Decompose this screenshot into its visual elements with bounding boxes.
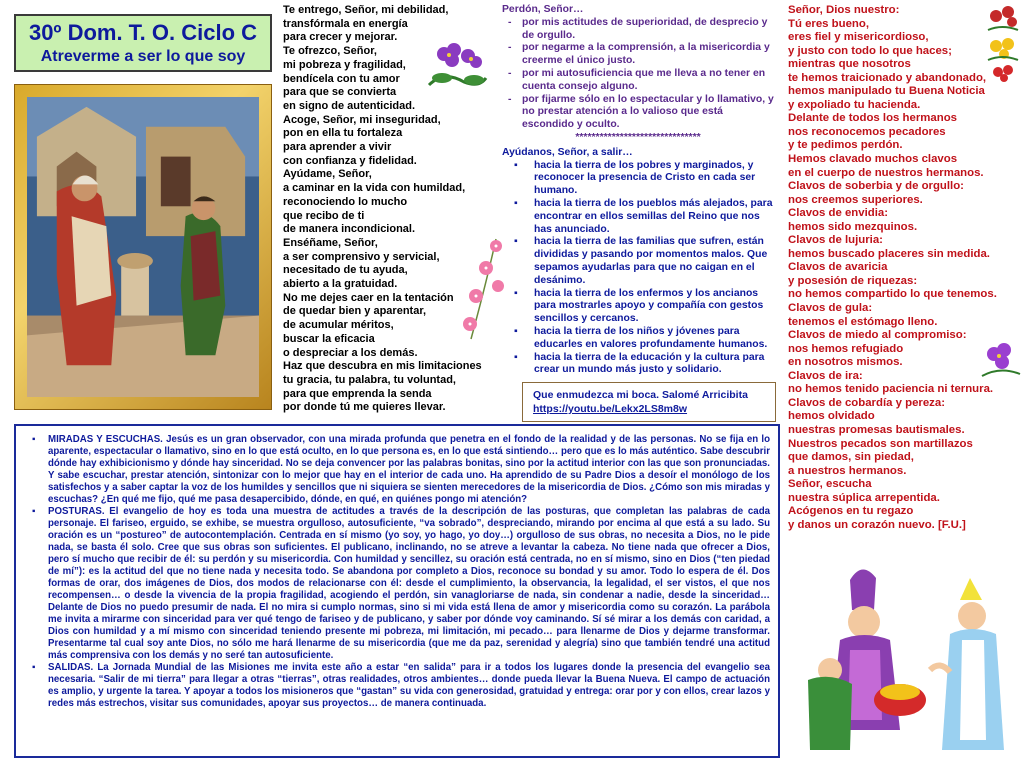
senor-line: nos reconocemos pecadores: [788, 125, 946, 138]
senor-line: nuestras promesas bautismales.: [788, 423, 965, 436]
ayuda-item: ▪ hacia la tierra de los enfermos y los ancianos para mostrarles apoyo y compañía con gestos sencillos y cercanos.: [502, 288, 774, 326]
senor-line: y posesión de riquezas:: [788, 274, 918, 287]
senor-line: nuestra súplica arrepentida.: [788, 491, 940, 504]
perdon-heading: Perdón, Señor…: [502, 4, 584, 15]
ayuda-item: ▪ hacia la tierra de la educación y la cultura para crear un mundo más justo y solidario.: [502, 352, 774, 378]
reflection-item: ▪ MIRADAS Y ESCUCHAS. Jesús es un gran observador, con una mirada profunda que penetra en el fondo de la realidad y de las personas. No se fija en lo aparente, espectacular o llamativo, sino en lo que está oculto, en lo que persona es, en lo que está sintiendo… pero que es lo más auténtico. Sabe descubrir dónde hay exhibicionismo y dónde hay sinceridad. No se deja convencer por las palabras bonitas, sino por la actitud interior con las que son pronunciadas. Y sabe escuchar, prestar atención, sintonizar con lo mejor que hay en el interior de cada uno. Ha aprendido de su Padre Dios a desoír el monólogo de los satisfechos y a saber captar la voz de los humildes y sencillos que ni siquiera se sienten merecedores de la misericordia de Dios. ¿Cómo son mis miradas y escuchas? ¿En qué me fijo, qué me pasa desapercibido, dónde, en qué, en quiénes pongo mi atención?: [24, 434, 770, 506]
title-box: [14, 14, 272, 72]
senor-line: hemos buscado placeres sin medida.: [788, 247, 990, 260]
perdon-ayuda-section: [502, 4, 774, 377]
senor-line: nos creemos superiores.: [788, 193, 923, 206]
prayer-line: bendícela con tu amor: [283, 72, 400, 85]
senor-prayer-text: [788, 4, 998, 532]
reflection-box: [14, 424, 780, 758]
prayer-line: por donde tú me quieres llevar.: [283, 401, 446, 414]
ayuda-list: [502, 160, 774, 378]
reflection-item: ▪ SALIDAS. La Jornada Mundial de las Misiones me invita este año a estar “en salida” para ir a todos los lugares donde la presencia del evangelio sea necesaria. “Salir de mi tierra” para llegar a otras “tierras”, otras realidades, otros ambientes… donde pueda llevar la Buena Nueva. El campo de actuación es amplio, y urgente la tarea. Y apoyar a todos los misioneros que “gastan” su vida con generosidad, gratuidad y entrega: orar por y con ellos, crear lazos y redes más estrechos, visitar sus comunidades, apoyar sus proyectos… de manera continuada.: [24, 662, 770, 710]
senor-line: hemos olvidado: [788, 410, 875, 423]
icon-painting-illustration: [27, 97, 259, 397]
perdon-list: [502, 17, 774, 132]
ayuda-item: ▪ hacia la tierra de los pobres y marginados, y reconocer la presencia de Cristo en cada ser humano.: [502, 160, 774, 198]
senor-line: y danos un corazón nuevo. [F.U.]: [788, 518, 966, 531]
perdon-item: - por mi autosuficiencia que me lleva a no tener en cuenta consejo alguno.: [502, 68, 774, 94]
reflection-item: ▪ POSTURAS. El evangelio de hoy es toda una muestra de actitudes a través de la descripción de las posturas, que completan las palabras de cada personaje. El fariseo, erguido, se exhibe, se muestra orgulloso, autosuficiente, “va sobrado”, despreciando, mirando por encima al que está a su lado. Su oración es un “postureo” de autocontemplación. Centrada en sí mismo (yo soy, yo hago, yo doy…) orgulloso de sus obras, no necesita a Dios, no le pide nada, se basta él solo. Cree que sus obras son suficientes. El publicano, inclinando, no se atreve a levantar la cabeza. No tiene nada que ofrecer a Dios, pero sí mucho que recibir de él: su perdón y su misericordia. Con humildad y sencillez, su oración está centrada, no en sí mismo, sino en Dios (“ten piedad de mí”): es la actitud del que no tiene nada y necesita todo. Se abandona por completo a Dios, reconoce su bondad y su amor. Todo lo espera de él. Dos formas de orar, dos imágenes de Dios, dos modos de relacionarse con él: desde el cumplimiento, la observancia, la legalidad, el ser vistos, el que nos recompensen… o desde la vivencia de la propia fragilidad, acogiendo el perdón, sin vanagloriarse de nada, sin condenar a nadie, desde la sinceridad… Delante de Dios no puedo presumir de nada. El no mira si cumplo normas, sino si mi vida está llena de amor y misericordia como su corazón. La parábola me invita a mirarme con sinceridad para ver qué tengo de fariseo y de publicano, y saber por dónde voy caminando. Sí sé mirar a los demás con caridad, a Dios con humildad y a mí mismo con sinceridad teniendo presente mi pobreza, mi limitación, mi pecado… para llenarme de Dios y dejarme transformar. Presentarme tal cual soy ante Dios, no sólo me hará llenarme de su misericordia (que me da paz, serenidad y alegría) sino que también tendré una actitud más comprensiva con los demás y no seré tan autosuficiente.: [24, 506, 770, 662]
senor-line: Clavos de avaricia: [788, 261, 888, 274]
ayuda-item: ▪ hacia la tierra de los niños y jóvenes para educarles en valores profundamente humanos.: [502, 326, 774, 352]
divider-stars: *******************************: [575, 131, 701, 143]
prayer-line: de quedar bien y aparentar,: [283, 305, 427, 318]
senor-line: Clavos de cobardía y pereza:: [788, 396, 945, 409]
senor-line: nos hemos refugiado: [788, 342, 904, 355]
red-flower-icon: [984, 2, 1022, 32]
prayer-line: Acoge, Señor, mi inseguridad,: [283, 113, 441, 126]
senor-line: en el cuerpo de nuestros hermanos.: [788, 166, 984, 179]
ayuda-heading: Ayúdanos, Señor, a salir…: [502, 146, 633, 158]
senor-line: que damos, sin piedad,: [788, 451, 914, 464]
prayer-line: necesitado de tu ayuda,: [283, 264, 408, 277]
perdon-item: - por negarme a la comprensión, a la misericordia y creerme el único justo.: [502, 42, 774, 68]
prayer-line: transfórmala en energía: [283, 17, 408, 30]
senor-line: Señor, Dios nuestro:: [788, 4, 900, 16]
prayer-line: pon en ella tu fortaleza: [283, 127, 403, 140]
purple-flower-icon: [978, 340, 1022, 380]
senor-line: Clavos de lujuria:: [788, 234, 883, 247]
senor-line: Señor, escucha: [788, 478, 872, 491]
prayer-line: de manera incondicional.: [283, 223, 416, 236]
ayuda-item: ▪ hacia la tierra de las familias que sufren, están divididas y pasando por momentos malos. Que sepamos ayudarlas para que no caigan en el desánimo.: [502, 236, 774, 287]
prayer-line: Te ofrezco, Señor,: [283, 45, 377, 58]
prayer-line: abierto a la gratuidad.: [283, 278, 398, 291]
pharisee-publican-cartoon-illustration: [790, 560, 1022, 760]
senor-line: Clavos de ira:: [788, 369, 863, 382]
prayer-line: buscar la eficacia: [283, 332, 375, 345]
prayer-line: Enséñame, Señor,: [283, 236, 378, 249]
prayer-line: para crecer y mejorar.: [283, 31, 398, 44]
prayer-line: Te entrego, Señor, mi debilidad,: [283, 4, 449, 16]
perdon-item: - por mis actitudes de superioridad, de desprecio y de orgullo.: [502, 17, 774, 43]
violet-flower-icon: [424, 40, 490, 90]
prayer-line: a caminar en la vida con humildad,: [283, 182, 466, 195]
senor-line: Hemos clavado muchos clavos: [788, 153, 958, 166]
prayer-line: para que emprenda la senda: [283, 387, 432, 400]
senor-line: Nuestros pecados son martillazos: [788, 437, 973, 450]
red-berry-flower-icon: [988, 62, 1020, 86]
prayer-line: tu gracia, tu palabra, tu voluntad,: [283, 373, 456, 386]
song-link[interactable]: https://youtu.be/Lekx2LS8m8w: [533, 403, 688, 415]
reflection-list: [24, 434, 770, 710]
senor-line: Tú eres bueno,: [788, 17, 870, 30]
ayuda-item: ▪ hacia la tierra de los pueblos más alejados, para encontrar en ellos semillas del Reino que nos has anunciado.: [502, 198, 774, 236]
senor-line: eres fiel y misericordioso,: [788, 31, 929, 44]
prayer-line: para aprender a vivir: [283, 141, 392, 154]
prayer-line: No me dejes caer en la tentación: [283, 291, 454, 304]
pharisee-publican-icon-image: [14, 84, 272, 410]
song-box: [522, 382, 776, 422]
senor-line: a nuestros hermanos.: [788, 464, 907, 477]
senor-line: mientras que nosotros: [788, 58, 911, 71]
prayer-line: a ser comprensivo y servicial,: [283, 250, 440, 263]
prayer-line: mi pobreza y fragilidad,: [283, 58, 406, 71]
senor-line: te hemos traicionado y abandonado,: [788, 71, 987, 84]
senor-line: Delante de todos los hermanos: [788, 112, 957, 125]
perdon-item: - por fijarme sólo en lo espectacular y lo llamativo, y no prestar atención a lo valioso que está escondido y oculto.: [502, 94, 774, 132]
senor-line: Clavos de miedo al compromiso:: [788, 329, 967, 342]
senor-line: tenemos el estómago lleno.: [788, 315, 938, 328]
senor-line: Acógenos en tu regazo: [788, 505, 914, 518]
prayer-line: Haz que descubra en mis limitaciones: [283, 360, 482, 373]
senor-line: y te pedimos perdón.: [788, 139, 903, 152]
prayer-line: o despreciar a los demás.: [283, 346, 418, 359]
prayer-line: reconociendo lo mucho: [283, 195, 408, 208]
senor-line: Clavos de soberbia y de orgullo:: [788, 180, 964, 193]
senor-line: y expoliado tu hacienda.: [788, 98, 921, 111]
page-title: 30º Dom. T. O. Ciclo C: [28, 20, 258, 45]
senor-line: hemos manipulado tu Buena Noticia: [788, 85, 985, 98]
page-subtitle: Atreverme a ser lo que soy: [40, 48, 246, 65]
senor-line: Clavos de gula:: [788, 302, 873, 315]
prayer-line: con confianza y fidelidad.: [283, 154, 417, 167]
senor-line: Clavos de envidia:: [788, 207, 889, 220]
senor-line: no hemos compartido lo que tenemos.: [788, 288, 997, 301]
yellow-flower-icon: [986, 34, 1020, 62]
prayer-line: Ayúdame, Señor,: [283, 168, 372, 181]
prayer-line: de acumular méritos,: [283, 319, 394, 332]
senor-line: y justo con todo lo que haces;: [788, 44, 952, 57]
pink-flower-branch-icon: [456, 234, 512, 344]
prayer-line: para que se convierta: [283, 86, 397, 99]
senor-line: hemos sido mezquinos.: [788, 220, 918, 233]
song-title: Que enmudezca mi boca. Salomé Arricibita: [533, 389, 748, 401]
prayer-line: que recibo de ti: [283, 209, 365, 222]
senor-line: en nosotros mismos.: [788, 356, 903, 369]
prayer-line: en signo de autenticidad.: [283, 99, 416, 112]
senor-line: no hemos tenido paciencia ni ternura.: [788, 383, 994, 396]
